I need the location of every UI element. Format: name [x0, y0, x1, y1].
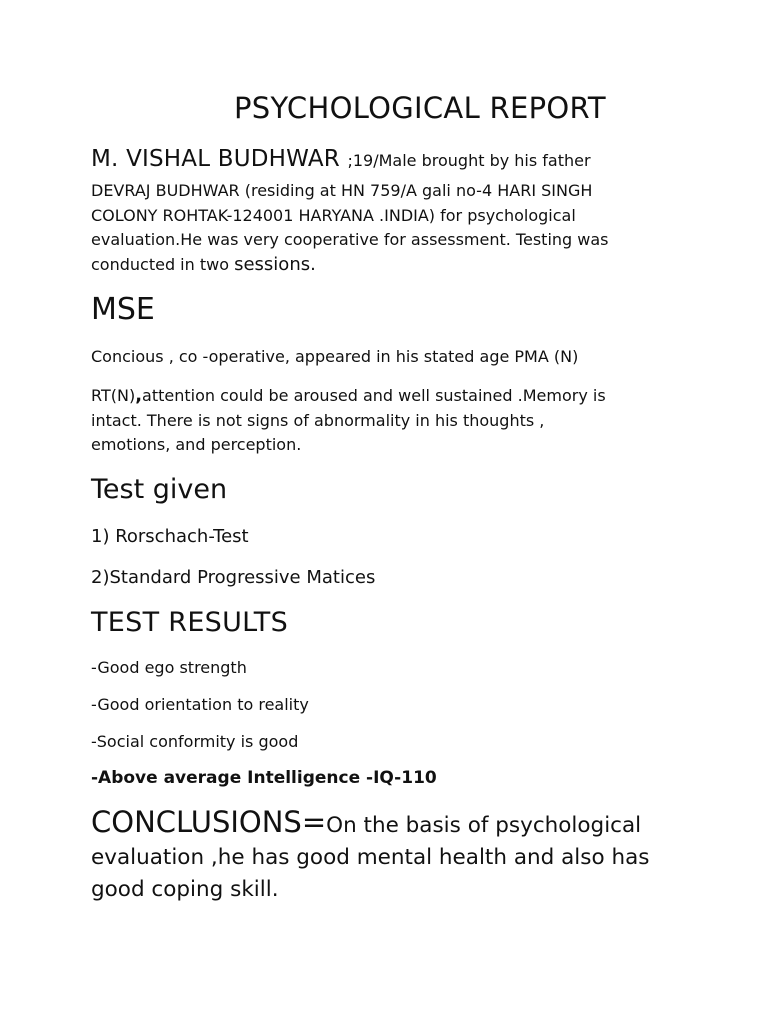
intro-line-3: COLONY ROHTAK-124001 HARYANA .INDIA) for psychological	[91, 205, 576, 225]
conclusion-line-1-text: On the basis of psychological	[326, 813, 642, 838]
mse-line-2-rt: RT(N)	[91, 386, 136, 405]
intro-line-5-sessions: sessions.	[234, 253, 316, 275]
result-item: -Social conformity is good	[91, 732, 299, 751]
result-item: -Good orientation to reality	[91, 695, 309, 714]
result-item-intelligence: -Above average Intelligence -IQ-110	[91, 768, 437, 788]
intro-first-line	[91, 146, 591, 172]
mse-line-2-comma: ,	[135, 385, 143, 406]
mse-paragraph	[91, 384, 606, 458]
intro-line-4: evaluation.He was very cooperative for assessment. Testing was	[91, 230, 609, 249]
patient-name: M. VISHAL BUDHWAR	[91, 146, 348, 172]
mse-heading: MSE	[91, 292, 155, 327]
test-item: 1) Rorschach-Test	[91, 526, 249, 547]
mse-line-2-text: attention could be aroused and well sustained .Memory is	[142, 386, 606, 405]
intro-paragraph	[91, 179, 609, 277]
conclusion-paragraph	[91, 806, 649, 906]
conclusion-line-3: good coping skill.	[91, 877, 279, 902]
conclusion-heading: CONCLUSIONS=	[91, 805, 327, 839]
result-item: -Good ego strength	[91, 658, 247, 677]
mse-line-3: intact. There is not signs of abnormality in his thoughts ,	[91, 410, 545, 430]
mse-line-1: Concious , co -operative, appeared in his stated age PMA (N)	[91, 347, 579, 366]
intro-line-1: ;19/Male brought by his father	[347, 151, 591, 170]
intro-line-5-text: conducted in two	[91, 254, 235, 274]
mse-line-4: emotions, and perception.	[91, 435, 302, 454]
intro-line-5	[91, 253, 609, 278]
conclusion-line-2: evaluation ,he has good mental health and also has	[91, 845, 650, 870]
mse-line-2	[91, 384, 606, 409]
test-item: 2)Standard Progressive Matices	[91, 567, 376, 588]
results-heading: TEST RESULTS	[91, 607, 289, 638]
report-title: PSYCHOLOGICAL REPORT	[234, 91, 606, 125]
intro-line-2: DEVRAJ BUDHWAR (residing at HN 759/A gali no-4 HARI SINGH	[91, 181, 593, 200]
conclusion-line-1	[91, 806, 649, 842]
tests-heading: Test given	[91, 474, 228, 505]
